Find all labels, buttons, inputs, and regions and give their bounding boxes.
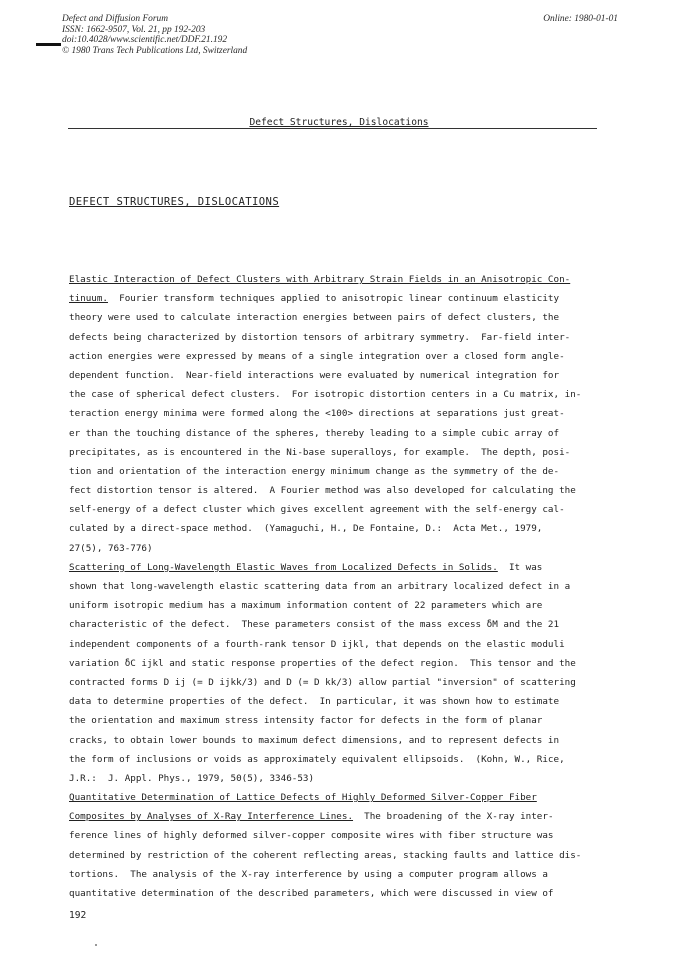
abstract-text: action energies were expressed by means of a single integration over a closed form angle- (69, 350, 565, 362)
text-line (69, 596, 609, 615)
abstract-text: tortions. The analysis of the X-ray interference by using a computer program allows a (69, 868, 548, 880)
text-line (69, 692, 609, 711)
abstract-text: self-energy of a defect cluster which gives excellent agreement with the self-energy cal- (69, 504, 565, 516)
doi-marker (36, 43, 61, 46)
text-line (69, 769, 609, 788)
abstract-text: contracted forms D ij (= D ijkk/3) and D (= D kk/3) allow partial "inversion" of scattering (69, 676, 576, 688)
publication-info (62, 14, 247, 56)
scan-speck (95, 944, 97, 946)
text-line (69, 558, 609, 577)
abstract-title: Scattering of Long-Wavelength Elastic Waves from Localized Defects in Solids. (69, 561, 498, 573)
online-date: Online: 1980-01-01 (543, 14, 618, 24)
abstract-text: ference lines of highly deformed silver-copper composite wires with fiber structure was (69, 830, 554, 842)
abstract-title: Quantitative Determination of Lattice Defects of Highly Deformed Silver-Copper Fiber (69, 792, 537, 804)
text-line (69, 577, 609, 596)
text-line (69, 750, 609, 769)
abstract-text: characteristic of the defect. These parameters consist of the mass excess δM and the 21 (69, 619, 560, 631)
text-line (69, 807, 609, 826)
abstract-text: Fourier transform techniques applied to anisotropic linear continuum elasticity (107, 293, 560, 305)
text-line (69, 673, 609, 692)
abstract-text: fect distortion tensor is altered. A Fourier method was also developed for calculating the (69, 485, 576, 497)
section-title: DEFECT STRUCTURES, DISLOCATIONS (69, 196, 280, 208)
abstract-text: cracks, to obtain lower bounds to maximum defect dimensions, and to represent defects in (69, 734, 560, 746)
text-line (69, 347, 609, 366)
text-line (69, 654, 609, 673)
doi-link[interactable]: doi:10.4028/www.scientific.net/DDF.21.192 (62, 35, 228, 46)
abstract-text: tion and orientation of the interaction energy minimum change as the symmetry of the de- (69, 465, 560, 477)
text-line (69, 884, 609, 903)
abstract-text: variation δC ijkl and static response properties of the defect region. This tensor and the (69, 657, 576, 669)
header-rule (68, 128, 597, 129)
text-line (69, 635, 609, 654)
text-line (69, 539, 609, 558)
abstract-text: culated by a direct-space method. (Yamaguchi, H., De Fontaine, D.: Acta Met., 1979, (69, 523, 543, 535)
abstract-text: the form of inclusions or voids as approximately equivalent ellipsoids. (Kohn, W., Rice, (69, 753, 565, 765)
text-line (69, 788, 609, 807)
text-line (69, 424, 609, 443)
text-line (69, 615, 609, 634)
abstract-text: data to determine properties of the defect. In particular, it was shown how to estimate (69, 696, 560, 708)
text-line (69, 731, 609, 750)
text-line (69, 826, 609, 845)
abstract-text: 27(5), 763-776) (69, 542, 153, 554)
abstract-text: The broadening of the X-ray inter- (353, 811, 554, 823)
text-line (69, 500, 609, 519)
abstract-text: It was (497, 561, 543, 573)
text-line (69, 404, 609, 423)
running-head-text: Defect Structures, Dislocations (249, 117, 429, 128)
abstract-title: Elastic Interaction of Defect Clusters with Arbitrary Strain Fields in an Anisotropic Con- (69, 274, 571, 285)
text-line (69, 270, 609, 289)
abstract-text: the case of spherical defect clusters. For isotropic distortion centers in a Cu matrix, in- (69, 389, 582, 401)
abstract-text: quantitative determination of the described parameters, which were discussed in view of (69, 888, 554, 899)
abstract-text: shown that long-wavelength elastic scattering data from an arbitrary localized defect in a (69, 581, 571, 592)
page-number: 192 (69, 910, 87, 921)
text-line (69, 366, 609, 385)
issn-line: ISSN: 1662-9507, Vol. 21, pp 192-203 (62, 24, 206, 35)
text-line (69, 385, 609, 404)
abstract-text: determined by restriction of the coherent reflecting areas, stacking faults and lattice dis- (69, 849, 582, 861)
text-line (69, 519, 609, 538)
abstract-title: Composites by Analyses of X-Ray Interference Lines. (69, 811, 354, 823)
abstract-text: teraction energy minima were formed along the <100> directions at separations just great- (69, 408, 565, 420)
text-line (69, 865, 609, 884)
abstract-text: er than the touching distance of the spheres, thereby leading to a simple cubic array of (69, 427, 560, 439)
text-line (69, 443, 609, 462)
abstract-text: dependent function. Near-field interactions were evaluated by numerical integration for (69, 369, 560, 381)
abstract-text: uniform isotropic medium has a maximum information content of 22 parameters which are (69, 600, 543, 612)
abstract-title: tinuum. (69, 293, 108, 305)
abstract-text: defects being characterized by distortion tensors of arbitrary symmetry. Far-field inter- (69, 331, 571, 343)
journal-name: Defect and Diffusion Forum (62, 14, 168, 24)
text-line (69, 462, 609, 481)
abstract-text: precipitates, as is encountered in the Ni-base superalloys, for example. The depth, posi- (69, 446, 571, 458)
abstract-text: the orientation and maximum stress intensity factor for defects in the form of planar (69, 715, 543, 727)
text-line (69, 481, 609, 500)
text-line (69, 308, 609, 327)
text-line (69, 846, 609, 865)
abstracts-body (69, 270, 609, 903)
text-line (69, 328, 609, 347)
abstract-text: independent components of a fourth-rank tensor D ijkl, that depends on the elastic moduli (69, 638, 565, 650)
running-head (0, 117, 678, 128)
abstract-text: theory were used to calculate interaction energies between pairs of defect clusters, the (69, 312, 560, 324)
text-line (69, 289, 609, 308)
text-line (69, 711, 609, 730)
abstract-text: J.R.: J. Appl. Phys., 1979, 50(5), 3346-53) (69, 772, 315, 784)
copyright-line: © 1980 Trans Tech Publications Ltd, Switzerland (62, 45, 248, 56)
